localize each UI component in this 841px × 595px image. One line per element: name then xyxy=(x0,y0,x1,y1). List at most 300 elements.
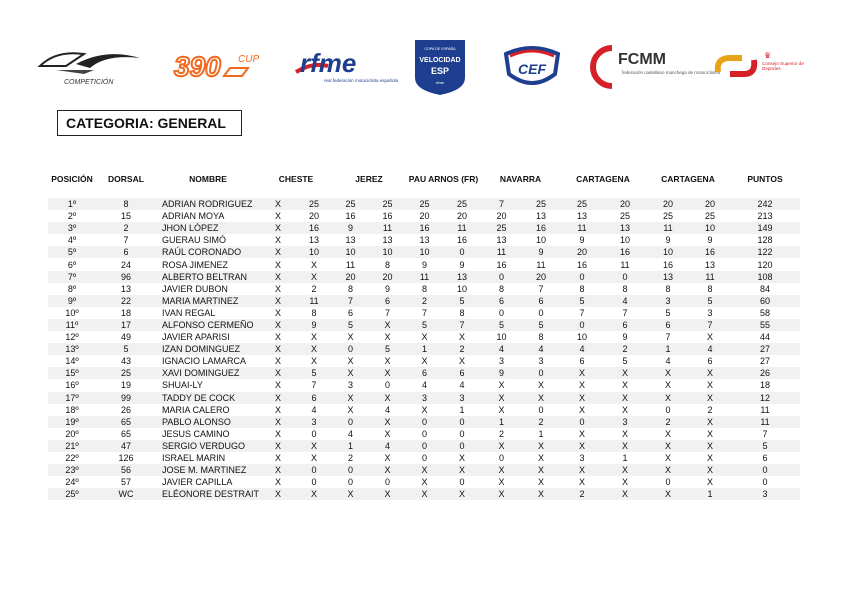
table-row xyxy=(48,452,800,464)
race-result-cell: X xyxy=(522,464,560,476)
dorsal-cell: 126 xyxy=(118,453,134,464)
race-result-cell: 13 xyxy=(443,271,481,283)
race-result-cell: X xyxy=(458,332,465,343)
race-result-cell: 9 xyxy=(707,235,713,246)
race-result-cell: 6 xyxy=(369,295,406,307)
race-result-cell: X xyxy=(481,488,522,500)
race-result-cell: 25 xyxy=(619,211,630,222)
race-result-cell: 20 xyxy=(419,211,430,222)
race-result-cell: 2 xyxy=(560,488,604,500)
race-result-cell: 10 xyxy=(332,246,369,258)
rider-name-cell: SERGIO VERDUGO xyxy=(156,440,260,452)
race-result-cell: 8 xyxy=(421,283,427,294)
table-row xyxy=(48,307,800,319)
position-cell: 22º xyxy=(65,453,79,464)
race-result-cell: 20 xyxy=(369,271,406,283)
race-result-cell: 4 xyxy=(347,428,353,439)
points-cell: 44 xyxy=(759,332,770,343)
race-result-cell: 16 xyxy=(522,222,560,234)
cef-logo-text: CEF xyxy=(518,61,546,77)
race-result-cell: X xyxy=(481,392,522,404)
race-result-cell: X xyxy=(274,356,281,367)
race-result-cell: 6 xyxy=(347,307,353,318)
race-result-cell: X xyxy=(369,367,406,379)
race-result-cell: 25 xyxy=(560,198,604,210)
race-result-cell: 25 xyxy=(369,198,406,210)
table-row xyxy=(48,367,800,379)
race-result-cell: 10 xyxy=(619,235,630,246)
race-result-cell: X xyxy=(578,404,585,415)
race-result-cell: 8 xyxy=(579,283,585,294)
dorsal-cell: 22 xyxy=(96,295,156,307)
race-result-cell: 2 xyxy=(522,416,560,428)
velocidad-mid-text: VELOCIDAD xyxy=(419,57,461,64)
race-result-cell: 0 xyxy=(481,271,522,283)
race-result-cell: X xyxy=(296,271,332,283)
race-result-cell: X xyxy=(522,488,560,500)
race-result-cell: X xyxy=(296,440,332,452)
rfme-logo-text: rfme xyxy=(300,48,357,78)
race-result-cell: 7 xyxy=(311,380,317,391)
race-result-cell: 10 xyxy=(646,246,690,258)
race-result-cell: 8 xyxy=(665,283,671,294)
points-cell: 5 xyxy=(730,440,800,452)
race-result-cell: 5 xyxy=(406,319,443,331)
race-result-cell: 7 xyxy=(579,307,585,318)
race-result-cell: 0 xyxy=(311,477,317,488)
race-result-cell: 8 xyxy=(498,283,504,294)
points-cell: 60 xyxy=(730,295,800,307)
header-dorsal: DORSAL xyxy=(108,174,144,184)
position-cell: 12º xyxy=(65,332,79,343)
position-cell: 10º xyxy=(65,307,79,318)
race-result-cell: X xyxy=(664,380,671,391)
velocidad-esp-text: ESP xyxy=(430,66,450,76)
logo-bar xyxy=(0,38,841,98)
position-cell: 16º xyxy=(65,380,79,391)
dorsal-cell: 49 xyxy=(120,332,131,343)
velocidad-esp-logo xyxy=(413,38,467,96)
race-result-cell: X xyxy=(537,477,544,488)
race-result-cell: 7 xyxy=(332,295,369,307)
race-result-cell: 10 xyxy=(535,235,546,246)
points-cell: 18 xyxy=(759,380,770,391)
race-result-cell: 25 xyxy=(481,222,522,234)
race-result-cell: 11 xyxy=(536,259,546,270)
race-result-cell: 11 xyxy=(369,222,406,234)
race-result-cell: 6 xyxy=(406,367,443,379)
race-result-cell: X xyxy=(621,380,628,391)
race-result-cell: X xyxy=(706,428,713,439)
race-result-cell: 0 xyxy=(406,440,443,452)
points-cell: 122 xyxy=(730,246,800,258)
rider-name-cell: JAVIER DUBON xyxy=(162,283,228,294)
dorsal-cell: 18 xyxy=(120,307,131,318)
race-result-cell: 7 xyxy=(690,319,730,331)
header-race-jerez: JEREZ xyxy=(355,174,383,184)
race-result-cell: 9 xyxy=(481,367,522,379)
race-result-cell: 0 xyxy=(347,477,353,488)
race-result-cell: 4 xyxy=(459,380,465,391)
position-cell: 7º xyxy=(48,271,96,283)
race-result-cell: 7 xyxy=(622,307,628,318)
race-result-cell: X xyxy=(560,367,604,379)
race-result-cell: 16 xyxy=(576,259,587,270)
race-result-cell: 9 xyxy=(384,283,390,294)
rider-name-cell: TADDY DE COCK xyxy=(156,392,260,404)
race-result-cell: 4 xyxy=(604,295,646,307)
race-result-cell: 0 xyxy=(498,307,504,318)
race-result-cell: X xyxy=(369,392,406,404)
rk-logo-text: COMPETICIÓN xyxy=(64,79,114,86)
points-cell: 58 xyxy=(759,307,770,318)
points-cell: 149 xyxy=(730,222,800,234)
points-cell: 84 xyxy=(759,283,770,294)
race-result-cell: 25 xyxy=(406,198,443,210)
position-cell: 20º xyxy=(65,428,79,439)
race-result-cell: X xyxy=(369,488,406,500)
race-result-cell: 5 xyxy=(522,319,560,331)
race-result-cell: X xyxy=(690,392,730,404)
race-result-cell: X xyxy=(537,380,544,391)
race-result-cell: 5 xyxy=(690,295,730,307)
race-result-cell: 3 xyxy=(579,453,585,464)
race-result-cell: 8 xyxy=(622,283,628,294)
points-cell: 6 xyxy=(762,453,768,464)
race-result-cell: X xyxy=(332,392,369,404)
race-result-cell: 10 xyxy=(406,246,443,258)
race-result-cell: 8 xyxy=(538,332,544,343)
race-result-cell: 0 xyxy=(538,404,544,415)
table-row xyxy=(48,331,800,343)
race-result-cell: 1 xyxy=(332,440,369,452)
race-result-cell: 6 xyxy=(646,319,690,331)
race-result-cell: 8 xyxy=(311,307,317,318)
race-result-cell: X xyxy=(260,246,296,258)
csd-logo-text: Consejo Superior de Deportes xyxy=(762,61,804,72)
race-result-cell: 2 xyxy=(646,416,690,428)
position-cell: 21º xyxy=(48,440,96,452)
race-result-cell: 0 xyxy=(443,246,481,258)
race-result-cell: X xyxy=(369,416,406,428)
race-result-cell: 7 xyxy=(384,307,390,318)
race-result-cell: X xyxy=(384,453,391,464)
rider-name-cell: JESUS CAMINO xyxy=(162,428,230,439)
svg-text:♛: ♛ xyxy=(764,51,772,60)
race-result-cell: 4 xyxy=(311,404,317,415)
rider-name-cell: MARIA MARTINEZ xyxy=(156,295,260,307)
race-result-cell: 6 xyxy=(579,356,585,367)
race-result-cell: 3 xyxy=(443,392,481,404)
position-cell: 4º xyxy=(67,235,77,246)
race-result-cell: 9 xyxy=(522,246,560,258)
rider-name-cell: JHON LÓPEZ xyxy=(156,222,260,234)
race-result-cell: X xyxy=(406,464,443,476)
points-cell: 0 xyxy=(762,477,768,488)
fcmm-logo-text: FCMM xyxy=(618,51,666,68)
table-row xyxy=(48,258,800,270)
race-result-cell: 16 xyxy=(690,246,730,258)
table-row xyxy=(48,488,800,500)
race-result-cell: 20 xyxy=(560,246,604,258)
race-result-cell: 25 xyxy=(296,198,332,210)
race-result-cell: 11 xyxy=(620,259,630,270)
race-result-cell: X xyxy=(296,343,332,355)
race-result-cell: 20 xyxy=(522,271,560,283)
race-result-cell: X xyxy=(260,198,296,210)
race-result-cell: 7 xyxy=(421,307,427,318)
table-row xyxy=(48,416,800,428)
race-result-cell: 20 xyxy=(604,198,646,210)
race-result-cell: 9 xyxy=(459,259,465,270)
race-result-cell: 0 xyxy=(459,428,465,439)
rider-name-cell: ADRIAN MOYA xyxy=(162,211,225,222)
race-result-cell: 5 xyxy=(622,356,628,367)
race-result-cell: 5 xyxy=(443,295,481,307)
points-cell: 11 xyxy=(730,416,800,428)
fcmm-logo-subtext: federación castellano manchega de motociclismo xyxy=(622,70,721,75)
race-result-cell: 1 xyxy=(538,428,544,439)
race-result-cell: 2 xyxy=(443,343,481,355)
race-result-cell: 5 xyxy=(665,307,671,318)
race-result-cell: 9 xyxy=(332,222,369,234)
table-row xyxy=(48,319,800,331)
race-result-cell: X xyxy=(706,332,713,343)
race-result-cell: 13 xyxy=(704,259,715,270)
race-result-cell: X xyxy=(406,488,443,500)
race-result-cell: X xyxy=(481,464,522,476)
race-result-cell: 10 xyxy=(576,332,587,343)
velocidad-top-text: COPA DE ESPAÑA xyxy=(424,47,456,51)
race-result-cell: X xyxy=(274,404,281,415)
race-result-cell: 13 xyxy=(308,235,319,246)
race-result-cell: 11 xyxy=(296,295,332,307)
cef-logo xyxy=(503,44,561,90)
rider-name-cell: ALFONSO CERMEÑO xyxy=(156,319,260,331)
race-result-cell: 3 xyxy=(604,416,646,428)
race-result-cell: 3 xyxy=(296,416,332,428)
race-result-cell: X xyxy=(522,440,560,452)
rk-competicion-logo xyxy=(36,44,144,88)
race-result-cell: 0 xyxy=(522,367,560,379)
race-result-cell: X xyxy=(260,367,296,379)
race-result-cell: X xyxy=(443,464,481,476)
race-result-cell: X xyxy=(498,477,505,488)
header-race-cartagena-1: CARTAGENA xyxy=(576,174,630,184)
race-result-cell: 0 xyxy=(498,453,504,464)
race-result-cell: 0 xyxy=(443,440,481,452)
race-result-cell: 25 xyxy=(443,198,481,210)
race-result-cell: 0 xyxy=(604,271,646,283)
race-result-cell: 25 xyxy=(522,198,560,210)
dorsal-cell: 17 xyxy=(96,319,156,331)
points-cell: 120 xyxy=(757,259,773,270)
race-result-cell: 4 xyxy=(665,356,671,367)
table-row xyxy=(48,355,800,367)
dorsal-cell: 43 xyxy=(120,356,131,367)
race-result-cell: 1 xyxy=(459,404,465,415)
points-cell: 11 xyxy=(760,404,770,415)
race-result-cell: 0 xyxy=(332,416,369,428)
race-result-cell: 0 xyxy=(665,404,671,415)
position-cell: 25º xyxy=(48,488,96,500)
race-result-cell: X xyxy=(481,440,522,452)
race-result-cell: 2 xyxy=(707,404,713,415)
position-cell: 18º xyxy=(65,404,79,415)
standings-table xyxy=(48,174,800,500)
race-result-cell: 1 xyxy=(406,343,443,355)
race-result-cell: X xyxy=(347,356,354,367)
race-result-cell: 10 xyxy=(369,246,406,258)
dorsal-cell: 2 xyxy=(96,222,156,234)
rfme-logo-subtext: real federación motociclista española xyxy=(324,78,399,83)
race-result-cell: 3 xyxy=(538,356,544,367)
dorsal-cell: 13 xyxy=(120,283,131,294)
race-result-cell: 4 xyxy=(384,404,390,415)
race-result-cell: 0 xyxy=(443,416,481,428)
race-result-cell: 2 xyxy=(604,343,646,355)
race-result-cell: X xyxy=(260,416,296,428)
race-result-cell: 6 xyxy=(522,295,560,307)
dorsal-cell: 56 xyxy=(96,464,156,476)
points-cell: 0 xyxy=(730,464,800,476)
race-result-cell: X xyxy=(604,392,646,404)
race-result-cell: X xyxy=(384,332,391,343)
race-result-cell: X xyxy=(560,440,604,452)
points-cell: 27 xyxy=(759,356,770,367)
race-result-cell: X xyxy=(604,367,646,379)
race-result-cell: 6 xyxy=(296,392,332,404)
race-result-cell: 13 xyxy=(345,235,356,246)
cup-logo-text: CUP xyxy=(238,54,260,65)
dorsal-cell: WC xyxy=(96,488,156,500)
race-result-cell: 16 xyxy=(382,211,393,222)
race-result-cell: 0 xyxy=(665,477,671,488)
race-result-cell: X xyxy=(260,343,296,355)
table-row xyxy=(48,198,800,210)
race-result-cell: X xyxy=(690,464,730,476)
race-result-cell: X xyxy=(421,356,428,367)
race-result-cell: X xyxy=(369,464,406,476)
race-result-cell: X xyxy=(646,392,690,404)
race-result-cell: 1 xyxy=(690,488,730,500)
race-result-cell: 0 xyxy=(421,453,427,464)
race-result-cell: 13 xyxy=(419,235,430,246)
race-result-cell: 4 xyxy=(690,343,730,355)
race-result-cell: X xyxy=(646,440,690,452)
race-result-cell: 7 xyxy=(665,332,671,343)
points-cell: 108 xyxy=(730,271,800,283)
390-cup-logo xyxy=(172,48,264,84)
dorsal-cell: 7 xyxy=(123,235,129,246)
race-result-cell: 1 xyxy=(481,416,522,428)
position-cell: 2º xyxy=(67,211,77,222)
race-result-cell: X xyxy=(498,380,505,391)
race-result-cell: 20 xyxy=(456,211,467,222)
race-result-cell: 2 xyxy=(311,283,317,294)
rider-name-cell: IZAN DOMINGUEZ xyxy=(156,343,260,355)
race-result-cell: 9 xyxy=(296,319,332,331)
position-cell: 15º xyxy=(48,367,96,379)
race-result-cell: X xyxy=(332,488,369,500)
dorsal-cell: 5 xyxy=(96,343,156,355)
race-result-cell: 0 xyxy=(560,271,604,283)
table-row xyxy=(48,283,800,295)
race-result-cell: 13 xyxy=(535,211,546,222)
race-result-cell: 13 xyxy=(646,271,690,283)
position-cell: 9º xyxy=(48,295,96,307)
header-position: POSICIÓN xyxy=(51,174,93,184)
rider-name-cell: JOSE M. MARTINEZ xyxy=(156,464,260,476)
race-result-cell: 6 xyxy=(604,319,646,331)
390-logo-text: 390 xyxy=(174,51,221,82)
race-result-cell: 6 xyxy=(707,356,713,367)
race-result-cell: 16 xyxy=(345,211,356,222)
race-result-cell: 11 xyxy=(481,246,522,258)
dorsal-cell: 96 xyxy=(96,271,156,283)
race-result-cell: 11 xyxy=(443,222,481,234)
race-result-cell: 20 xyxy=(646,198,690,210)
dorsal-cell: 47 xyxy=(96,440,156,452)
points-cell: 12 xyxy=(730,392,800,404)
race-result-cell: X xyxy=(522,392,560,404)
position-cell: 23º xyxy=(48,464,96,476)
dorsal-cell: 99 xyxy=(96,392,156,404)
race-result-cell: 3 xyxy=(646,295,690,307)
position-cell: 8º xyxy=(67,283,77,294)
points-cell: 3 xyxy=(730,488,800,500)
race-result-cell: 25 xyxy=(332,198,369,210)
race-result-cell: 3 xyxy=(498,356,504,367)
dorsal-cell: 15 xyxy=(120,211,131,222)
race-result-cell: X xyxy=(274,307,281,318)
position-cell: 3º xyxy=(48,222,96,234)
dorsal-cell: 8 xyxy=(96,198,156,210)
table-row xyxy=(48,379,800,391)
dorsal-cell: 25 xyxy=(96,367,156,379)
race-result-cell: 8 xyxy=(347,283,353,294)
rider-name-cell: IGNACIO LAMARCA xyxy=(162,356,247,367)
race-result-cell: 16 xyxy=(456,235,467,246)
race-result-cell: 8 xyxy=(459,307,465,318)
race-result-cell: X xyxy=(260,319,296,331)
race-result-cell: 3 xyxy=(406,392,443,404)
race-result-cell: 9 xyxy=(421,259,427,270)
header-race-navarra: NAVARRA xyxy=(499,174,542,184)
race-result-cell: X xyxy=(706,453,713,464)
dorsal-cell: 26 xyxy=(120,404,131,415)
race-result-cell: X xyxy=(274,380,281,391)
race-result-cell: X xyxy=(421,477,428,488)
points-cell: 213 xyxy=(757,211,773,222)
race-result-cell: X xyxy=(274,477,281,488)
race-result-cell: X xyxy=(560,392,604,404)
position-cell: 24º xyxy=(65,477,79,488)
race-result-cell: X xyxy=(347,404,354,415)
table-header-row xyxy=(48,174,800,198)
race-result-cell: 20 xyxy=(332,271,369,283)
race-result-cell: 0 xyxy=(311,428,317,439)
race-result-cell: X xyxy=(274,235,281,246)
race-result-cell: X xyxy=(347,332,354,343)
race-result-cell: 10 xyxy=(456,283,467,294)
race-result-cell: 0 xyxy=(332,464,369,476)
race-result-cell: 10 xyxy=(690,222,730,234)
race-result-cell: 3 xyxy=(707,307,713,318)
race-result-cell: 6 xyxy=(481,295,522,307)
race-result-cell: X xyxy=(260,464,296,476)
race-result-cell: X xyxy=(384,428,391,439)
